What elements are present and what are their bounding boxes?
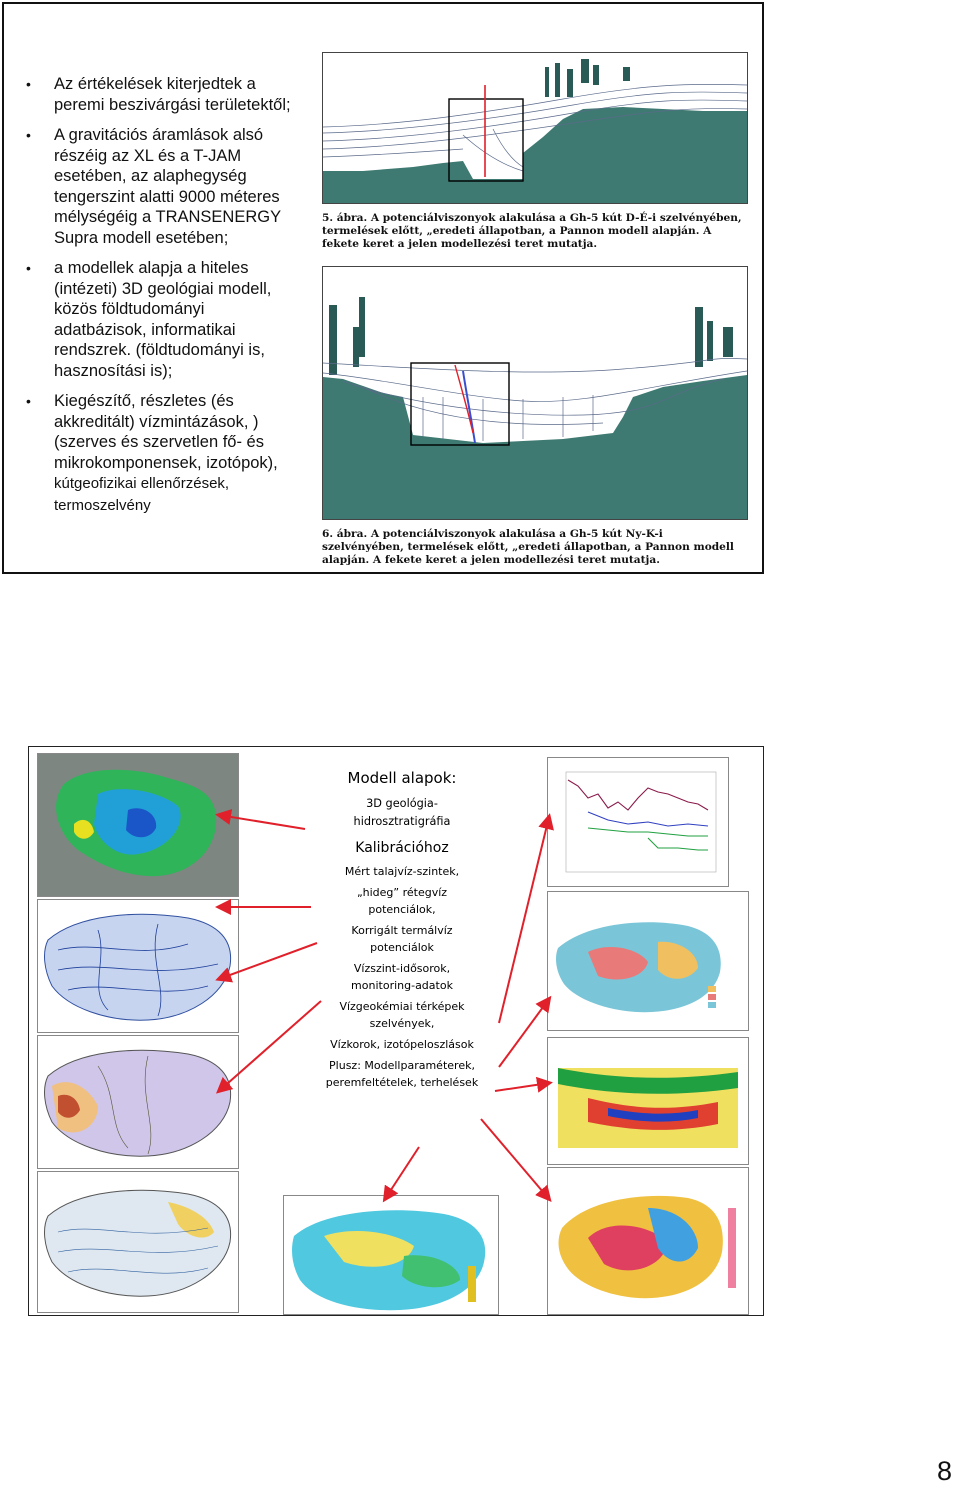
calibration-item: Plusz: Modellparaméterek, peremfeltételek, terhelések xyxy=(325,1059,479,1089)
bullet-list xyxy=(26,74,298,526)
arrows-overlay xyxy=(29,747,765,1317)
figure-6-caption: 6. ábra. A potenciálviszonyok alakulása a Gh-5 kút Ny-K-i szelvényében, termelések előtt, „eredeti állapotban, a Pannon modell alapján. A fekete keret a jelen modellezési teret mutatja. xyxy=(322,528,734,566)
arrow-icon xyxy=(219,943,317,979)
cross-section-5-graphic xyxy=(323,53,747,203)
bullet-item: • A gravitációs áramlások alsó részéig az XL és a T-JAM esetében, az alaphegység tengerszint alatti 9000 méteres mélységéig a TRANSENERGY Supra modell esetében; xyxy=(26,126,281,247)
cross-section-6-graphic xyxy=(323,267,747,519)
cross-section-figure-6 xyxy=(322,266,748,520)
calibration-item: Vízkorok, izotópeloszlások xyxy=(330,1038,474,1051)
bullet-item: • Kiegészítő, részletes (és akkreditált) vízmintázások, )(szerves és szervetlen fő- és mikrokomponensek, izotópok), kútgeofizikai ellenőrzések, termoszelvény xyxy=(26,392,278,514)
model-basics-title: Modell alapok: xyxy=(347,769,457,787)
arrow-icon xyxy=(481,1119,549,1199)
arrow-icon xyxy=(499,999,549,1067)
calibration-item: Vízgeokémiai térképek szelvények, xyxy=(339,1000,465,1030)
bullet-dot-icon: • xyxy=(26,393,31,409)
calibration-item: Korrigált termálvíz potenciálok xyxy=(351,924,453,954)
geology-subtitle: 3D geológia-hidrosztratigráfia xyxy=(353,797,451,828)
calibration-item: „hideg” rétegvíz potenciálok, xyxy=(356,886,448,916)
arrow-icon xyxy=(219,1001,321,1091)
bullet-dot-icon: • xyxy=(26,260,31,276)
calibration-item: Mért talajvíz-szintek, xyxy=(344,865,460,878)
figure-5-caption: 5. ábra. A potenciálviszonyok alakulása a Gh-5 kút D-É-i szelvényében, termelések előtt, „eredeti állapotban, a Pannon modell alapján. A fekete keret a jelen modellezési teret mutatja. xyxy=(322,212,742,250)
page-number: 8 xyxy=(936,1456,952,1486)
cross-section-figure-5 xyxy=(322,52,748,204)
bullet-item: • Az értékelések kiterjedtek a peremi beszivárgási területektől; xyxy=(26,75,291,114)
arrow-icon xyxy=(495,1083,549,1091)
bullet-dot-icon: • xyxy=(26,76,31,92)
calibration-title: Kalibrációhoz xyxy=(355,840,449,856)
arrow-icon xyxy=(219,815,305,829)
arrow-icon xyxy=(385,1147,419,1199)
slide-1 xyxy=(2,2,764,574)
calibration-item: Vízszint-idősorok, monitoring-adatok xyxy=(351,962,453,992)
slide-2 xyxy=(28,746,764,1316)
bullet-item: • a modellek alapja a hiteles (intézeti) 3D geológiai modell, közös földtudományi adatbázisok, informatikai rendszrek. (földtudományi is, hasznosítási is); xyxy=(26,259,272,380)
arrow-icon xyxy=(499,817,549,1023)
bullet-dot-icon: • xyxy=(26,127,31,143)
